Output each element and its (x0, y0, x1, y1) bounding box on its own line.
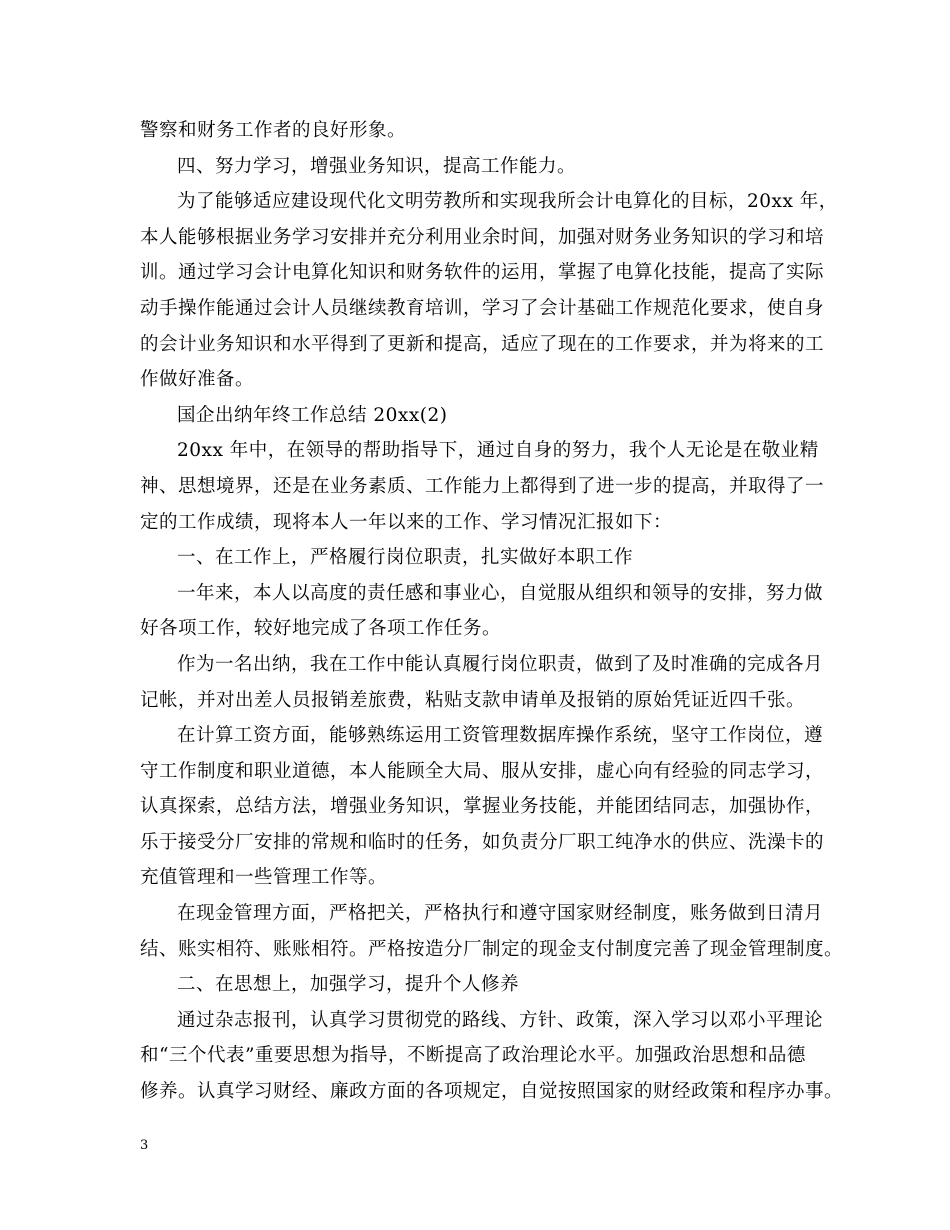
body-line: 通过杂志报刊，认真学习贯彻党的路线、方针、政策，深入学习以邓小平理论 (177, 1009, 824, 1031)
body-line: 在计算工资方面，能够熟练运用工资管理数据库操作系统，坚守工作岗位，遵 (177, 725, 824, 747)
body-line: 守工作制度和职业道德，本人能顾全大局、服从安排，虚心向有经验的同志学习， (140, 760, 825, 782)
body-line: 认真探索，总结方法，增强业务知识，掌握业务技能，并能团结同志，加强协作， (140, 796, 825, 818)
body-line: 在现金管理方面，严格把关，严格执行和遵守国家财经制度，账务做到日清月 (177, 903, 824, 925)
section-heading: 四、努力学习，增强业务知识，提高工作能力。 (177, 155, 577, 177)
body-line: 修养。认真学习财经、廉政方面的各项规定，自觉按照国家的财经政策和程序办事。 (140, 1081, 844, 1103)
body-line: 充值管理和一些管理工作等。 (140, 867, 388, 889)
document-body (140, 113, 844, 1110)
page-number: 3 (140, 1138, 149, 1153)
body-line: 神、思想境界，还是在业务素质、工作能力上都得到了进一步的提高，并取得了一 (140, 475, 825, 497)
body-line: 为了能够适应建设现代化文明劳教所和实现我所会计电算化的目标，20xx 年， (177, 191, 838, 213)
body-line: 作为一名出纳，我在工作中能认真履行岗位职责，做到了及时准确的完成各月 (177, 653, 824, 675)
body-line: 警察和财务工作者的良好形象。 (140, 120, 407, 141)
body-line: 一年来，本人以高度的责任感和事业心，自觉服从组织和领导的安排，努力做 (177, 582, 824, 604)
section-heading: 二、在思想上，加强学习，提升个人修养 (177, 974, 520, 996)
body-line: 动手操作能通过会计人员继续教育培训，学习了会计基础工作规范化要求，使自身 (140, 297, 825, 319)
body-line: 和“三个代表”重要思想为指导，不断提高了政治理论水平。加强政治思想和品德 (140, 1045, 806, 1067)
section-heading: 一、在工作上，严格履行岗位职责，扎实做好本职工作 (177, 547, 634, 569)
body-line: 本人能够根据业务学习安排并充分利用业余时间，加强对财务业务知识的学习和培 (140, 226, 825, 248)
body-line: 定的工作成绩，现将本人一年以来的工作、学习情况汇报如下： (140, 511, 673, 533)
body-line: 训。通过学习会计电算化知识和财务软件的运用，掌握了电算化技能，提高了实际 (140, 262, 825, 284)
document-title: 国企出纳年终工作总结 20xx(2) (177, 404, 448, 426)
body-line: 乐于接受分厂安排的常规和临时的任务，如负责分厂职工纯净水的供应、洗澡卡的 (140, 831, 825, 853)
body-line: 好各项工作，较好地完成了各项工作任务。 (140, 618, 502, 640)
body-line: 记帐，并对出差人员报销差旅费，粘贴支款申请单及报销的原始凭证近四千张。 (140, 689, 806, 711)
body-line: 的会计业务知识和水平得到了更新和提高，适应了现在的工作要求，并为将来的工 (140, 333, 825, 355)
body-line: 作做好准备。 (140, 369, 255, 391)
body-line: 结、账实相符、账账相符。严格按造分厂制定的现金支付制度完善了现金管理制度。 (140, 938, 844, 960)
body-line: 20xx 年中，在领导的帮助指导下，通过自身的努力，我个人无论是在敬业精 (177, 440, 819, 462)
